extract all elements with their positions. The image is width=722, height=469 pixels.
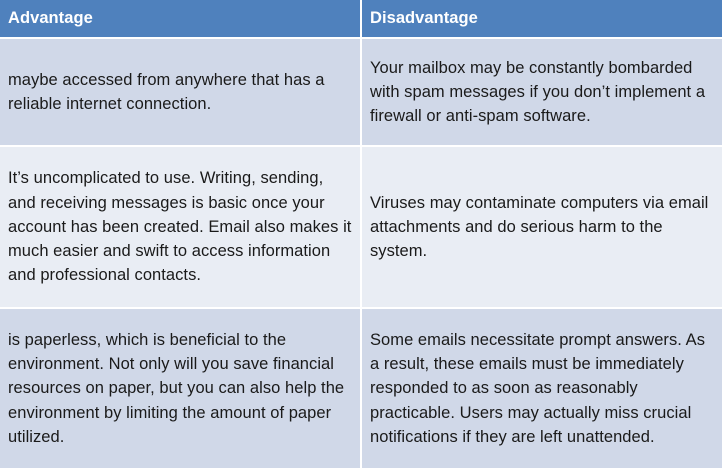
table-header-row <box>0 0 722 37</box>
header-disadvantage: Disadvantage <box>362 0 722 37</box>
table-row <box>0 309 722 468</box>
table-row <box>0 39 722 145</box>
advantage-cell: is paperless, which is beneficial to the environment. Not only will you save financial resources on paper, but you can also help the environment by limiting the amount of paper utilized. <box>0 309 360 468</box>
header-advantage: Advantage <box>0 0 360 37</box>
advantage-cell: It’s uncomplicated to use. Writing, sending, and receiving messages is basic once your account has been created. Email also makes it much easier and swift to access information and professional contacts. <box>0 147 360 307</box>
table-row <box>0 147 722 307</box>
disadvantage-cell: Your mailbox may be constantly bombarded with spam messages if you don’t implement a firewall or anti-spam software. <box>362 39 722 145</box>
disadvantage-cell: Viruses may contaminate computers via email attachments and do serious harm to the system. <box>362 147 722 307</box>
disadvantage-cell: Some emails necessitate prompt answers. As a result, these emails must be immediately responded to as soon as reasonably practicable. Users may actually miss crucial notifications if they are left unattended. <box>362 309 722 468</box>
advantage-cell: maybe accessed from anywhere that has a reliable internet connection. <box>0 39 360 145</box>
